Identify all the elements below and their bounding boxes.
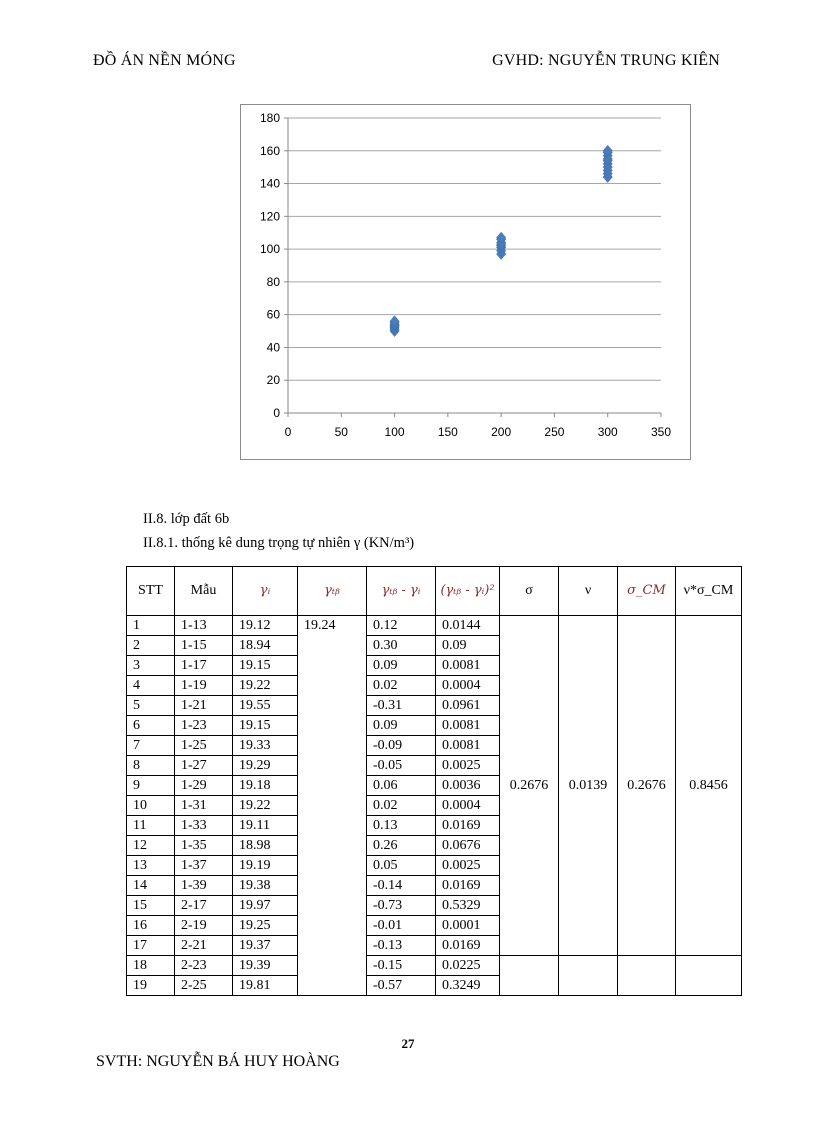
- cell-square: 0.0169: [436, 816, 500, 836]
- cell-diff: -0.13: [367, 936, 436, 956]
- col-header-diff: γₜᵦ - γᵢ: [367, 567, 436, 616]
- cell-stt: 5: [127, 696, 175, 716]
- cell-gamma-i: 19.18: [233, 776, 298, 796]
- cell-diff: 0.26: [367, 836, 436, 856]
- y-tick-label: 180: [259, 111, 280, 125]
- cell-diff: -0.57: [367, 976, 436, 996]
- y-tick-label: 120: [259, 209, 280, 224]
- cell-diff: 0.02: [367, 796, 436, 816]
- cell-square: 0.5329: [436, 896, 500, 916]
- col-header-sigma: σ: [500, 567, 559, 616]
- table-header-row: [127, 567, 742, 616]
- cell-gamma-i: 18.98: [233, 836, 298, 856]
- header-right: GVHD: NGUYỄN TRUNG KIÊN: [492, 52, 720, 69]
- cell-mau: 1-31: [175, 796, 233, 816]
- cell-diff: -0.14: [367, 876, 436, 896]
- cell-mau: 1-17: [175, 656, 233, 676]
- cell-mau: 1-35: [175, 836, 233, 856]
- cell-gamma-i: 19.39: [233, 956, 298, 976]
- col-header-gamma-i: γᵢ: [233, 567, 298, 616]
- cell-sigma-empty: [500, 956, 559, 996]
- col-header-sigma-cm: σ_CM: [618, 567, 676, 616]
- statistics-table: [126, 566, 742, 996]
- cell-gamma-i: 19.29: [233, 756, 298, 776]
- cell-sigma-cm: 0.2676: [618, 616, 676, 956]
- y-tick-label: 20: [266, 373, 280, 388]
- cell-square: 0.0961: [436, 696, 500, 716]
- col-header-square: (γₜᵦ - γᵢ)²: [436, 567, 500, 616]
- col-header-mau: Mẫu: [175, 567, 233, 616]
- cell-diff: -0.15: [367, 956, 436, 976]
- cell-square: 0.0081: [436, 716, 500, 736]
- cell-stt: 6: [127, 716, 175, 736]
- y-tick-label: 100: [259, 242, 280, 257]
- cell-gamma-i: 19.22: [233, 796, 298, 816]
- cell-diff: 0.06: [367, 776, 436, 796]
- cell-diff: 0.05: [367, 856, 436, 876]
- cell-mau: 1-27: [175, 756, 233, 776]
- cell-mau: 1-19: [175, 676, 233, 696]
- x-tick-label: 200: [491, 425, 512, 439]
- cell-gamma-i: 19.37: [233, 936, 298, 956]
- cell-gamma-i: 19.19: [233, 856, 298, 876]
- cell-stt: 10: [127, 796, 175, 816]
- cell-stt: 14: [127, 876, 175, 896]
- cell-stt: 19: [127, 976, 175, 996]
- cell-diff: -0.73: [367, 896, 436, 916]
- cell-sigma-cm-empty: [618, 956, 676, 996]
- cell-mau: 1-25: [175, 736, 233, 756]
- cell-gamma-i: 19.12: [233, 616, 298, 636]
- cell-gamma-i: 19.33: [233, 736, 298, 756]
- cell-diff: 0.09: [367, 716, 436, 736]
- footer: SVTH: NGUYỄN BÁ HUY HOÀNG: [96, 1053, 340, 1070]
- cell-diff: 0.02: [367, 676, 436, 696]
- x-tick-label: 300: [597, 425, 618, 439]
- cell-gamma-i: 19.38: [233, 876, 298, 896]
- cell-mau: 2-19: [175, 916, 233, 936]
- cell-square: 0.0004: [436, 676, 500, 696]
- y-tick-label: 140: [259, 176, 280, 191]
- cell-nu: 0.0139: [559, 616, 618, 956]
- cell-stt: 17: [127, 936, 175, 956]
- x-tick-label: 350: [650, 425, 672, 439]
- cell-square: 0.0169: [436, 936, 500, 956]
- cell-sigma: 0.2676: [500, 616, 559, 956]
- cell-gamma-i: 19.22: [233, 676, 298, 696]
- subsection-title: II.8.1. thống kê dung trọng tự nhiên γ (KN/m³): [143, 535, 415, 551]
- cell-diff: -0.05: [367, 756, 436, 776]
- cell-nu-sigma-cm-empty: [676, 956, 742, 996]
- cell-mau: 2-21: [175, 936, 233, 956]
- cell-gamma-i: 19.25: [233, 916, 298, 936]
- y-tick-label: 80: [266, 274, 280, 289]
- cell-gamma-tb: 19.24: [298, 616, 367, 996]
- cell-stt: 13: [127, 856, 175, 876]
- cell-diff: 0.09: [367, 656, 436, 676]
- scatter-chart: [240, 104, 691, 460]
- cell-stt: 2: [127, 636, 175, 656]
- x-tick-label: 250: [544, 425, 565, 439]
- cell-stt: 8: [127, 756, 175, 776]
- cell-stt: 7: [127, 736, 175, 756]
- cell-mau: 1-21: [175, 696, 233, 716]
- cell-diff: -0.31: [367, 696, 436, 716]
- cell-square: 0.0025: [436, 756, 500, 776]
- cell-stt: 15: [127, 896, 175, 916]
- x-tick-label: 50: [334, 425, 348, 439]
- cell-nu-empty: [559, 956, 618, 996]
- cell-diff: 0.12: [367, 616, 436, 636]
- cell-stt: 11: [127, 816, 175, 836]
- chart-svg: [241, 105, 690, 459]
- cell-mau: 1-29: [175, 776, 233, 796]
- cell-stt: 16: [127, 916, 175, 936]
- cell-stt: 1: [127, 616, 175, 636]
- cell-stt: 12: [127, 836, 175, 856]
- cell-mau: 2-17: [175, 896, 233, 916]
- cell-gamma-i: 19.97: [233, 896, 298, 916]
- cell-square: 0.0004: [436, 796, 500, 816]
- page-number: 27: [401, 1036, 415, 1051]
- cell-gamma-i: 18.94: [233, 636, 298, 656]
- table-row: [127, 956, 742, 976]
- x-tick-label: 0: [284, 425, 292, 439]
- cell-square: 0.0025: [436, 856, 500, 876]
- cell-mau: 2-25: [175, 976, 233, 996]
- col-header-nu: ν: [559, 567, 618, 616]
- cell-square: 0.0169: [436, 876, 500, 896]
- cell-gamma-i: 19.81: [233, 976, 298, 996]
- x-tick-label: 150: [437, 425, 458, 439]
- cell-mau: 2-23: [175, 956, 233, 976]
- cell-stt: 18: [127, 956, 175, 976]
- cell-diff: -0.09: [367, 736, 436, 756]
- cell-gamma-i: 19.15: [233, 656, 298, 676]
- cell-gamma-i: 19.11: [233, 816, 298, 836]
- y-tick-label: 160: [259, 143, 280, 158]
- cell-square: 0.09: [436, 636, 500, 656]
- cell-square: 0.0081: [436, 736, 500, 756]
- y-tick-label: 60: [266, 307, 280, 322]
- cell-square: 0.0036: [436, 776, 500, 796]
- cell-mau: 1-37: [175, 856, 233, 876]
- cell-stt: 9: [127, 776, 175, 796]
- cell-square: 0.0081: [436, 656, 500, 676]
- section-title: II.8. lớp đất 6b: [143, 511, 230, 527]
- cell-mau: 1-15: [175, 636, 233, 656]
- col-header-nu-sigma-cm: ν*σ_CM: [676, 567, 742, 616]
- cell-square: 0.0676: [436, 836, 500, 856]
- cell-mau: 1-23: [175, 716, 233, 736]
- cell-gamma-i: 19.55: [233, 696, 298, 716]
- cell-mau: 1-39: [175, 876, 233, 896]
- cell-square: 0.3249: [436, 976, 500, 996]
- cell-stt: 4: [127, 676, 175, 696]
- header-left: ĐỒ ÁN NỀN MÓNG: [93, 52, 236, 69]
- cell-diff: -0.01: [367, 916, 436, 936]
- y-tick-label: 40: [266, 340, 280, 355]
- cell-nu-sigma-cm: 0.8456: [676, 616, 742, 956]
- cell-square: 0.0225: [436, 956, 500, 976]
- cell-mau: 1-33: [175, 816, 233, 836]
- y-tick-label: 0: [273, 406, 280, 420]
- table-row: [127, 616, 742, 636]
- x-tick-label: 100: [384, 425, 405, 439]
- cell-square: 0.0144: [436, 616, 500, 636]
- cell-mau: 1-13: [175, 616, 233, 636]
- cell-diff: 0.30: [367, 636, 436, 656]
- cell-diff: 0.13: [367, 816, 436, 836]
- col-header-gamma-tb: γₜᵦ: [298, 567, 367, 616]
- cell-square: 0.0001: [436, 916, 500, 936]
- cell-stt: 3: [127, 656, 175, 676]
- cell-gamma-i: 19.15: [233, 716, 298, 736]
- col-header-stt: STT: [127, 567, 175, 616]
